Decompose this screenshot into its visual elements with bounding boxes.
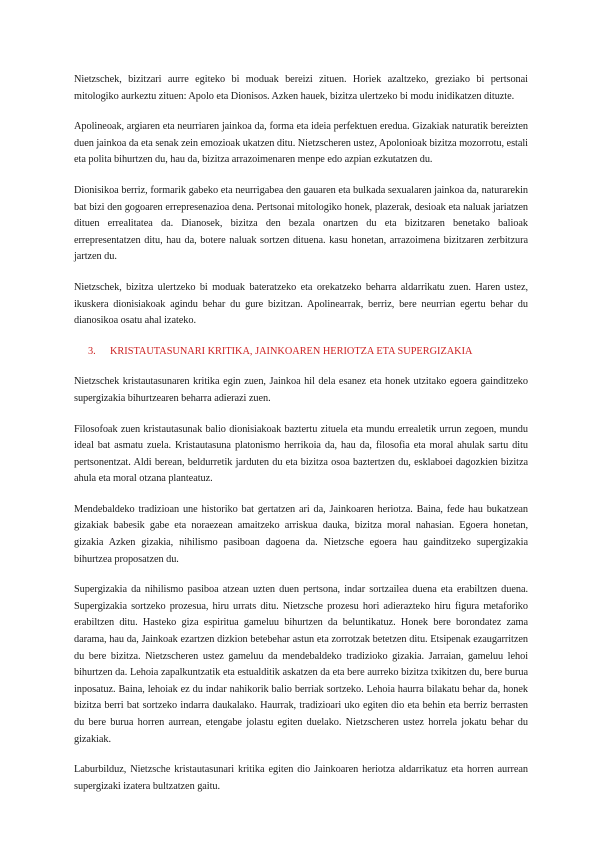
paragraph-christianity: Filosofoak zuen kristautasunak balio dionisiakoak baztertu zituela eta mundu errealetik urrun zegoen, mundu ideal bat asmatu zuela. Kristautasuna platonismo herrikoia da, hau da, filosofia eta moral ahulak sartu ditu pertsonentzat. Aldi berean, beldurretik jarduten du eta bizitza osoa baztertzen du, esklaboei dagozkien bizitza ahula eta moral otzana planteatuz. xyxy=(74,423,528,485)
section-number: 3. xyxy=(88,345,96,357)
paragraph-superman: Supergizakia da nihilismo pasiboa atzean uzten duen pertsona, indar sortzailea duena eta erabiltzen duena. Supergizakia sortzeko prozesua, hiru urrats ditu. Nietzsche prozesu hori adierazteko hiru figura metaforiko erabiltzen ditu. Hasteko giza espiritua gameluu bihurtzen da beluntikatuz. Honek bere borondatez zama darama, hau da, Jainkoak ezartzen dizkion betebehar astun eta zorrotzak betetzen ditu. Etsipenak ezaugarritzen du bere bizitza. Nietzscheren ustez gameluu da mendebaldeko tradizioko gizakia. Jarraian, gameluu lehoi bihurtzen da. Lehoia zapalkuntzatik eta estualditik askatzen da eta bere aurreko bizitza txikitzen du, bere burua inposatuz. Baina, lehoiak ez du indar nahikorik balio berriak sortzeko. Lehoia haurra bilakatu behar da, honek bizitza berri bat sortzeko indarra daukalako. Haurrak, tradizioari uko egiten dio eta behin eta berriz berrasten du bere burua horren aurrean, etengabe jolastu egiten duelako. Nietzscheren ustez horrela jokatu behar du gizakiak. xyxy=(74,584,528,745)
paragraph-summary: Laburbilduz, Nietzsche kristautasunari kritika egiten dio Jainkoaren heriotza aldarrikatuz eta horren aurrean supergizaki izatera bultzatzen gaitu. xyxy=(74,764,528,792)
paragraph-balance: Nietzschek, bizitza ulertzeko bi moduak bateratzeko eta orekatzeko beharra aldarrikatu zuen. Haren ustez, ikuskera dionisiakoak agindu behar du gure bizitzan. Apolinearrak, berriz, bere neurrian egertu behar du dianosikoa osatu ahal izateko. xyxy=(74,281,528,327)
section-title: KRISTAUTASUNARI KRITIKA, JAINKOAREN HERIOTZA ETA SUPERGIZAKIA xyxy=(110,345,473,357)
paragraph-dionysian: Dionisikoa berriz, formarik gabeko eta neurrigabea den gauaren eta bulkada sexualaren jainkoa da, naturarekin bat bizi den gogoaren errepresenazioa dena. Pertsonai mitologiko honek, plazerak, desioak eta naluak jariatzen dituen errealitatea da. Dianosek, bizitza den bezala onartzen du eta bizitzaren benetako balioak errepresentatzen ditu, hau da, botere naluak sortzen dituena. kasu honetan, arrazoimena bizitzaren zerbitzura jartzen du. xyxy=(74,184,528,263)
paragraph-apollonian: Apolineoak, argiaren eta neurriaren jainkoa da, forma eta ideia perfektuen eredua. Gizakiak naturatik bereizten duen jainkoa da eta senak zein emozioak ukatzen ditu. Nietzscheren ustez, Apolonioak bizitza mozorrotu, estali eta polita bihurtzen du, hau da, bizitza arrazoimenaren menpe edo azpian ezkutatzen du. xyxy=(74,121,528,166)
paragraph-critique-intro: Nietzschek kristautasunaren kritika egin zuen, Jainkoa hil dela esanez eta honek utzitako egoera gainditzeko supergizakia bihurtzearen beharra adierazi zuen. xyxy=(74,376,528,404)
section-heading xyxy=(88,344,528,361)
paragraph-death-of-god: Mendebaldeko tradizioan une historiko bat gertatzen ari da, Jainkoaren heriotza. Baina, fede hau bukatzean gizakiak babesik gabe eta noraezean amaitzeko arriskua dauka, bizitza moral nahasian. Egoera honetan, gizakia Azken gizakia, nihilismo pasiboan dagoena da. Nietzsche egoera hau gainditzeko supergizakia bihurtzea proposatzen du. xyxy=(74,503,528,565)
paragraph-two-ways-of-life: Nietzschek, bizitzari aurre egiteko bi moduak bereizi zituen. Horiek azaltzeko, greziako bi pertsonai mitologiko aurkeztu zituen: Apolo eta Dionisos. Azken hauek, bizitza ulertzeko bi modu inidikatzen dituzte. xyxy=(74,74,528,102)
